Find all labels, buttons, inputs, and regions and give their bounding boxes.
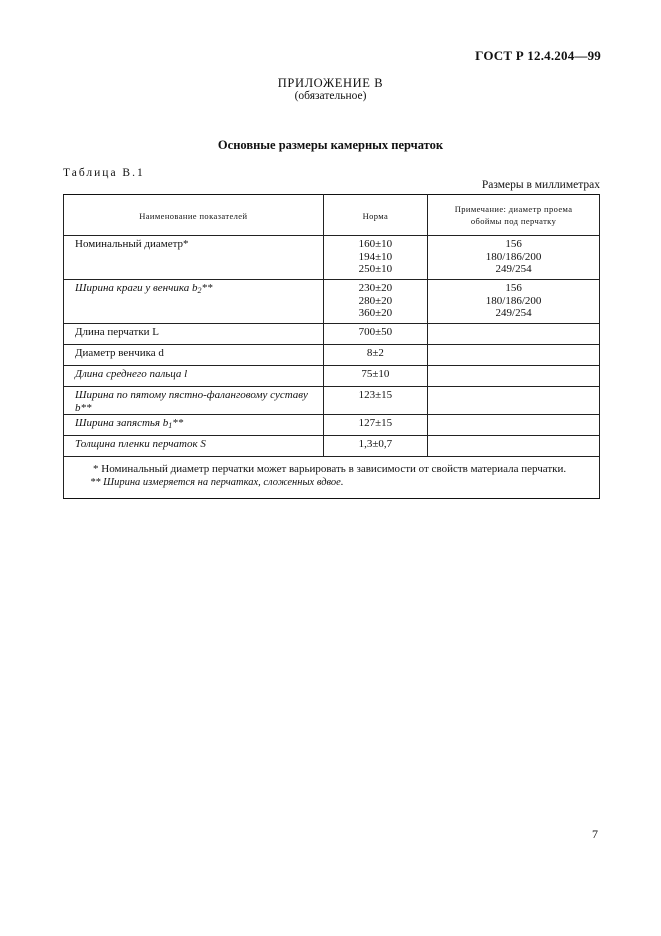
note-value: 156 (505, 238, 522, 250)
table-row (64, 366, 600, 387)
row-norm: 8±2 (323, 345, 428, 366)
units-note: Размеры в миллиметрах (481, 179, 600, 191)
row-norm (323, 236, 428, 280)
row-name-text: Ширина краги у венчика b (75, 282, 198, 294)
table-footnotes (64, 457, 600, 499)
table-row (64, 415, 600, 436)
norm-value: 160±10 (358, 238, 393, 250)
table-header-row (64, 195, 600, 236)
row-note (428, 236, 600, 280)
table-row (64, 387, 600, 415)
row-norm: 1,3±0,7 (323, 436, 428, 457)
page-number: 7 (592, 827, 598, 841)
document-code: ГОСТ Р 12.4.204—99 (475, 48, 601, 63)
row-name: Длина среднего пальца l (64, 366, 324, 387)
row-name-suffix: ** (172, 417, 184, 429)
table-footnotes-row (64, 457, 600, 499)
row-name-subscript: 1 (168, 421, 173, 430)
table-label: Таблица В.1 (63, 167, 145, 179)
row-name: Ширина по пятому пястно-фаланговому суставу b** (64, 387, 324, 415)
row-norm: 700±50 (323, 324, 428, 345)
row-name: Номинальный диаметр* (64, 236, 324, 280)
table-row (64, 345, 600, 366)
row-note (428, 280, 600, 324)
dimensions-table (63, 194, 600, 499)
norm-value: 250±10 (358, 263, 393, 275)
appendix-title: ПРИЛОЖЕНИЕ В (277, 76, 384, 90)
column-header-name: Наименование показателей (64, 195, 324, 236)
note-value: 180/186/200 (485, 294, 542, 307)
footnote: ** Ширина измеряется на перчатках, сложенных вдвое. (90, 477, 344, 488)
row-note (428, 324, 600, 345)
row-norm: 123±15 (323, 387, 428, 415)
note-value: 156 (505, 282, 522, 294)
footnote: * Номинальный диаметр перчатки может варьировать в зависимости от свойств материала перчатки. (93, 463, 567, 475)
row-note (428, 387, 600, 415)
row-name: Длина перчатки L (64, 324, 324, 345)
table-row (64, 236, 600, 280)
row-name-subscript: 2 (197, 286, 202, 295)
row-note (428, 415, 600, 436)
row-name-text: Ширина запястья b (75, 417, 169, 429)
note-value: 180/186/200 (485, 250, 542, 263)
norm-value: 194±10 (358, 250, 393, 263)
note-value: 249/254 (495, 263, 532, 275)
table-row (64, 324, 600, 345)
row-name (64, 280, 324, 324)
row-norm: 127±15 (323, 415, 428, 436)
note-value: 249/254 (495, 307, 532, 319)
table-row (64, 436, 600, 457)
norm-value: 230±20 (358, 282, 393, 294)
row-name: Диаметр венчика d (64, 345, 324, 366)
column-header-norm: Норма (323, 195, 428, 236)
row-name-suffix: ** (201, 282, 213, 294)
appendix-subtitle: (обязательное) (294, 90, 367, 102)
table-row (64, 280, 600, 324)
row-note (428, 366, 600, 387)
row-note (428, 436, 600, 457)
norm-value: 280±20 (358, 294, 393, 307)
row-name (64, 415, 324, 436)
row-note (428, 345, 600, 366)
row-norm: 75±10 (323, 366, 428, 387)
column-header-note: Примечание: диаметр проема обоймы под перчатку (428, 195, 600, 236)
section-heading: Основные размеры камерных перчаток (217, 138, 444, 152)
norm-value: 360±20 (358, 307, 393, 319)
row-name: Толщина пленки перчаток S (64, 436, 324, 457)
row-norm (323, 280, 428, 324)
